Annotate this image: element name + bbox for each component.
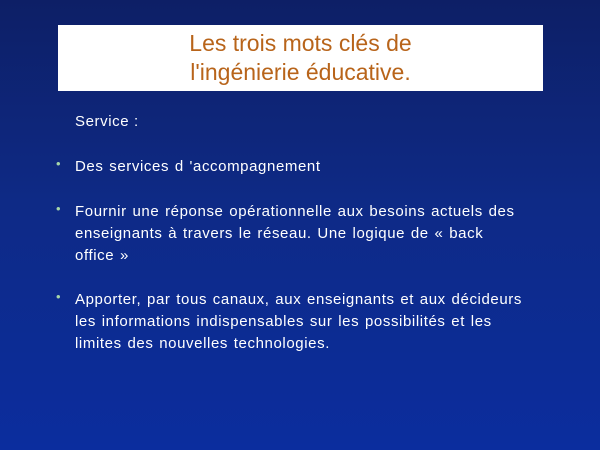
bullet-line: enseignants à travers le réseau. Une logique de « back	[75, 225, 484, 242]
bullet-text	[75, 289, 545, 355]
bullet-line: Apporter, par tous canaux, aux enseignants et aux décideurs	[75, 291, 522, 308]
bullet-text	[75, 201, 545, 267]
bullet-line: les informations indispensables sur les possibilités et les	[75, 313, 492, 330]
slide-title-line-1: Les trois mots clés de	[189, 30, 412, 56]
bullet-text	[75, 156, 545, 178]
bullet-line: limites des nouvelles technologies.	[75, 335, 330, 352]
bullet-icon: •	[56, 201, 61, 216]
bullet-line: Fournir une réponse opérationnelle aux besoins actuels des	[75, 203, 515, 220]
bullet-line: Des services d 'accompagnement	[75, 158, 321, 175]
bullet-line: office »	[75, 247, 129, 264]
bullet-icon: •	[56, 156, 61, 171]
bullet-icon: •	[56, 289, 61, 304]
slide-title-line-2: l'ingénierie éducative.	[190, 59, 411, 85]
intro-label: Service :	[75, 113, 139, 130]
